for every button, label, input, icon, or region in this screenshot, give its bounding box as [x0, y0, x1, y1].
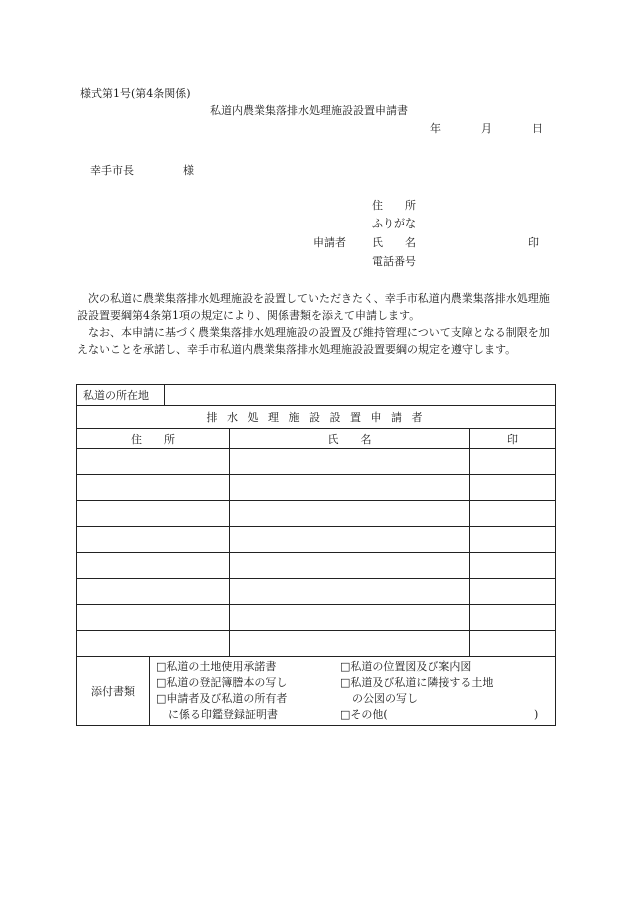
date-year-label: 年 — [430, 122, 441, 135]
address-cell[interactable] — [77, 449, 229, 474]
table-row — [77, 631, 555, 657]
address-cell[interactable] — [77, 579, 229, 604]
attachment-checkbox-registry-copy[interactable]: □私道の登記簿謄本の写し — [156, 676, 288, 689]
name-cell[interactable] — [229, 605, 469, 630]
name-cell[interactable] — [229, 631, 469, 656]
attachment-checkbox-land-consent[interactable]: □私道の土地使用承諾書 — [156, 660, 277, 673]
seal-cell[interactable] — [469, 449, 555, 474]
attachment-text-seal-certificate-cont: に係る印鑑登録証明書 — [168, 708, 278, 721]
addressee-name: 幸手市長 — [90, 164, 134, 177]
table-row — [77, 527, 555, 553]
applicant-address-label: 住 所 — [372, 199, 416, 212]
attachments-row — [77, 657, 555, 725]
address-cell[interactable] — [77, 553, 229, 578]
table-row — [77, 475, 555, 501]
document-title: 私道内農業集落排水処理施設設置申請書 — [210, 104, 408, 117]
location-label: 私道の所在地 — [83, 389, 149, 402]
attachments-label: 添付書類 — [91, 685, 135, 698]
applicant-phone-label: 電話番号 — [372, 255, 416, 268]
column-header-row — [77, 429, 555, 449]
column-header-address: 住 所 — [131, 432, 175, 446]
seal-cell[interactable] — [469, 631, 555, 656]
address-cell[interactable] — [77, 527, 229, 552]
seal-cell[interactable] — [469, 527, 555, 552]
table-row — [77, 449, 555, 475]
name-cell[interactable] — [229, 501, 469, 526]
application-statement — [77, 290, 557, 358]
seal-cell[interactable] — [469, 579, 555, 604]
name-cell[interactable] — [229, 449, 469, 474]
seal-cell[interactable] — [469, 501, 555, 526]
name-cell[interactable] — [229, 579, 469, 604]
location-row — [77, 385, 555, 406]
table-row — [77, 553, 555, 579]
location-field[interactable] — [164, 385, 555, 405]
table-row — [77, 605, 555, 631]
name-cell[interactable] — [229, 475, 469, 500]
name-cell[interactable] — [229, 553, 469, 578]
date-month-label: 月 — [481, 122, 492, 135]
date-day-label: 日 — [532, 122, 543, 135]
column-header-name: 氏 名 — [229, 429, 469, 448]
attachment-checkbox-other[interactable]: □その他( — [340, 708, 388, 721]
attachment-text-cadastral-map-cont: の公図の写し — [352, 692, 418, 705]
seal-cell[interactable] — [469, 553, 555, 578]
address-cell[interactable] — [77, 605, 229, 630]
section-title: 排 水 処 理 施 設 設 置 申 請 者 — [77, 406, 555, 429]
address-cell[interactable] — [77, 501, 229, 526]
statement-paragraph-2: なお、本申請に基づく農業集落排水処理施設の設置及び維持管理について支障となる制限を加えないことを承諾し、幸手市私道内農業集落排水処理施設設置要綱の規定を遵守します。 — [77, 326, 550, 356]
attachment-other-close-paren: ) — [534, 708, 539, 721]
applicant-furigana-label: ふりがな — [372, 217, 416, 230]
statement-paragraph-1: 次の私道に農業集落排水処理施設を設置していただきたく、幸手市私道内農業集落排水処理施設設置要綱第4条第1項の規定により、関係書類を添えて申請します。 — [77, 292, 550, 322]
applicant-label: 申請者 — [313, 236, 346, 249]
name-cell[interactable] — [229, 527, 469, 552]
seal-cell[interactable] — [469, 475, 555, 500]
attachment-checkbox-location-map[interactable]: □私道の位置図及び案内図 — [340, 660, 472, 673]
addressee-honorific: 様 — [183, 164, 194, 177]
address-cell[interactable] — [77, 475, 229, 500]
table-row — [77, 579, 555, 605]
applicant-seal-mark: 印 — [528, 236, 539, 249]
seal-cell[interactable] — [469, 605, 555, 630]
application-table — [76, 384, 556, 726]
applicant-name-label: 氏 名 — [372, 236, 416, 249]
column-header-seal: 印 — [469, 429, 555, 448]
table-row — [77, 501, 555, 527]
address-cell[interactable] — [77, 631, 229, 656]
attachments-list — [149, 657, 555, 725]
attachment-checkbox-cadastral-map[interactable]: □私道及び私道に隣接する土地 — [340, 676, 494, 689]
attachment-checkbox-seal-certificate[interactable]: □申請者及び私道の所有者 — [156, 692, 288, 705]
form-number: 様式第1号(第4条関係) — [80, 87, 191, 100]
